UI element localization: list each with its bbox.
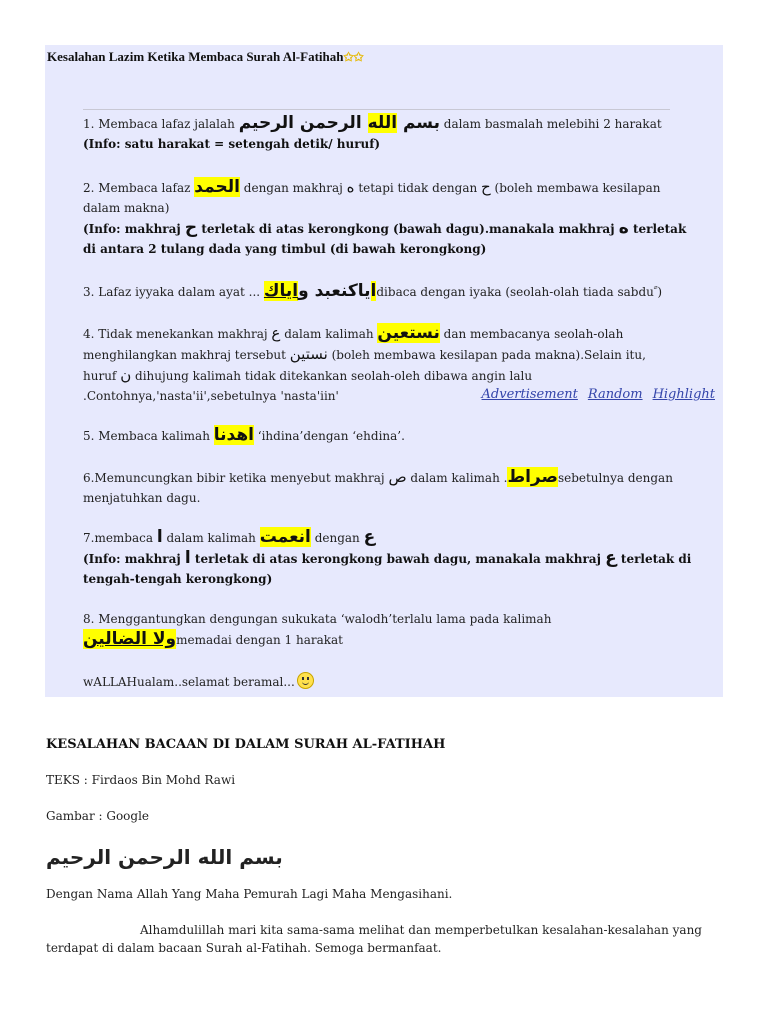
ad-links: [472, 387, 715, 402]
item-text: tetapi tidak dengan: [354, 181, 482, 195]
arabic-highlight: ا: [370, 281, 377, 301]
article-box: [45, 45, 723, 697]
closing-line: [83, 672, 693, 692]
item-text: (boleh membawa kesilapan dalam makna): [83, 181, 661, 215]
arabic-text: نستين: [289, 345, 328, 363]
arabic-letter: ع: [271, 324, 281, 342]
arabic-part: الرحمن الرحيم: [238, 113, 368, 133]
arabic-text: [264, 281, 376, 301]
list-item-3: [83, 281, 693, 302]
item-text: 3. Lafaz iyyaka dalam ayat ...: [83, 285, 264, 299]
arabic-text: [239, 113, 440, 133]
translation: Dengan Nama Allah Yang Maha Pemurah Lagi Maha Mengasihani.: [46, 887, 453, 901]
arabic-highlight: صراط: [507, 467, 558, 487]
item-text: dalam kalimah .: [406, 471, 508, 485]
item-text: 5. Membaca kalimah: [83, 429, 214, 443]
item-text: 8. Menggantungkan dengungan sukukata ‘walodh’terlalu lama pada kalimah: [83, 612, 552, 626]
arabic-letter: ص: [388, 468, 407, 486]
arabic-letter: ع: [605, 548, 617, 568]
item-text: (boleh membawa kesilapan pada makna).Selain itu, huruf: [83, 348, 646, 383]
arabic-letter: ن: [120, 366, 132, 384]
arabic-highlight: انعمت: [259, 527, 311, 547]
arabic-letter: ا: [156, 527, 163, 547]
basmalah: [46, 845, 726, 869]
arabic-part: ياك: [347, 281, 371, 301]
item-text: dihujung kalimah tidak ditekankan seolah-oleh dibawa angin lalu .Contohnya,'nasta'ii',sebetulnya 'nasta'iin': [83, 369, 533, 403]
list-item-5: [83, 425, 693, 446]
arabic-highlight: نستعين: [377, 323, 440, 343]
item-text: 4. Tidak menekankan makhraj: [83, 327, 272, 341]
list-item-6: [83, 467, 691, 508]
list-item-2: [83, 177, 693, 259]
arabic-highlight: اياك: [263, 281, 299, 301]
arabic-letter: ع: [363, 527, 376, 547]
arabic-letter: ا: [184, 548, 191, 568]
advertisement-link[interactable]: Advertisement: [481, 387, 578, 402]
highlight-link[interactable]: Highlight: [652, 387, 715, 402]
closing-text: wALLAHualam..selamat beramal...: [83, 675, 295, 689]
author-line: TEKS : Firdaos Bin Mohd Rawi: [46, 773, 236, 787]
divider: [83, 109, 670, 110]
box-title: [47, 49, 364, 65]
list-item-7: [83, 527, 693, 589]
info-text: [83, 548, 693, 589]
arabic-part: بسم: [397, 113, 440, 133]
item-text: 7.membaca: [83, 531, 157, 545]
smiley-icon: [297, 672, 314, 689]
item-text: dalam kalimah: [280, 327, 378, 341]
intro-paragraph: Alhamdulillah mari kita sama-sama melihat dan memperbetulkan kesalahan-kesalahan yang terdapat di dalam bacaan Surah al-Fatihah. Semoga bermanfaat.: [46, 923, 702, 955]
image-credit: Gambar : Google: [46, 809, 150, 823]
random-link[interactable]: Random: [587, 387, 643, 402]
star-icon: ✩✩: [343, 50, 364, 64]
list-item-8: [83, 609, 693, 650]
arabic-highlight: ولا الضالين: [83, 629, 177, 649]
article-heading: KESALAHAN BACAAN DI DALAM SURAH AL-FATIHAH: [46, 737, 446, 752]
info-part: terletak di antara 2 tulang dada yang timbul (di bawah kerongkong): [83, 222, 687, 256]
item-text: dalam basmalah melebihi 2 harakat: [439, 117, 662, 131]
info-text: (Info: satu harakat = setengah detik/ huruf): [83, 137, 381, 151]
arabic-letter: ح: [184, 218, 198, 238]
arabic-letter: ه: [346, 178, 355, 196]
item-text: dengan: [310, 531, 364, 545]
list-item-1: [83, 113, 693, 154]
info-part: (Info: makhraj: [83, 552, 185, 566]
basmalah-text: بسم الله الرحمن الرحيم: [46, 845, 283, 869]
info-part: terletak di tengah-tengah kerongkong): [83, 552, 692, 586]
item-text: dibaca dengan iyaka (seolah-olah tiada sabdu ً): [376, 285, 663, 299]
item-text: ‘ihdina’dengan ‘ehdina’.: [253, 429, 405, 443]
item-text: dan membacanya seolah-olah menghilangkan makhraj tersebut: [83, 327, 624, 362]
arabic-highlight: الله: [367, 113, 398, 133]
item-text: 6.Memuncungkan bibir ketika menyebut makhraj: [83, 471, 389, 485]
item-text: sebetulnya dengan menjatuhkan dagu.: [83, 471, 673, 505]
info-part: terletak di atas kerongkong bawah dagu, manakala makhraj: [190, 552, 606, 566]
item-text: dalam kalimah: [162, 531, 260, 545]
info-part: terletak di atas kerongkong (bawah dagu).manakala makhraj: [197, 222, 619, 236]
item-text: memadai dengan 1 harakat: [176, 633, 343, 647]
arabic-letter: ه: [618, 218, 629, 238]
item-text: 2. Membaca lafaz: [83, 181, 195, 195]
info-part: (Info: makhraj: [83, 222, 185, 236]
item-text: 1. Membaca lafaz jalalah: [83, 117, 239, 131]
arabic-letter: ح: [481, 178, 491, 196]
arabic-highlight: الحمد: [194, 177, 240, 197]
arabic-highlight: اهدنا: [213, 425, 254, 445]
info-text: [83, 218, 693, 259]
box-title-text: Kesalahan Lazim Ketika Membaca Surah Al-Fatihah: [47, 49, 344, 64]
arabic-part: نعبد و: [298, 281, 348, 301]
item-text: dengan makhraj: [239, 181, 347, 195]
